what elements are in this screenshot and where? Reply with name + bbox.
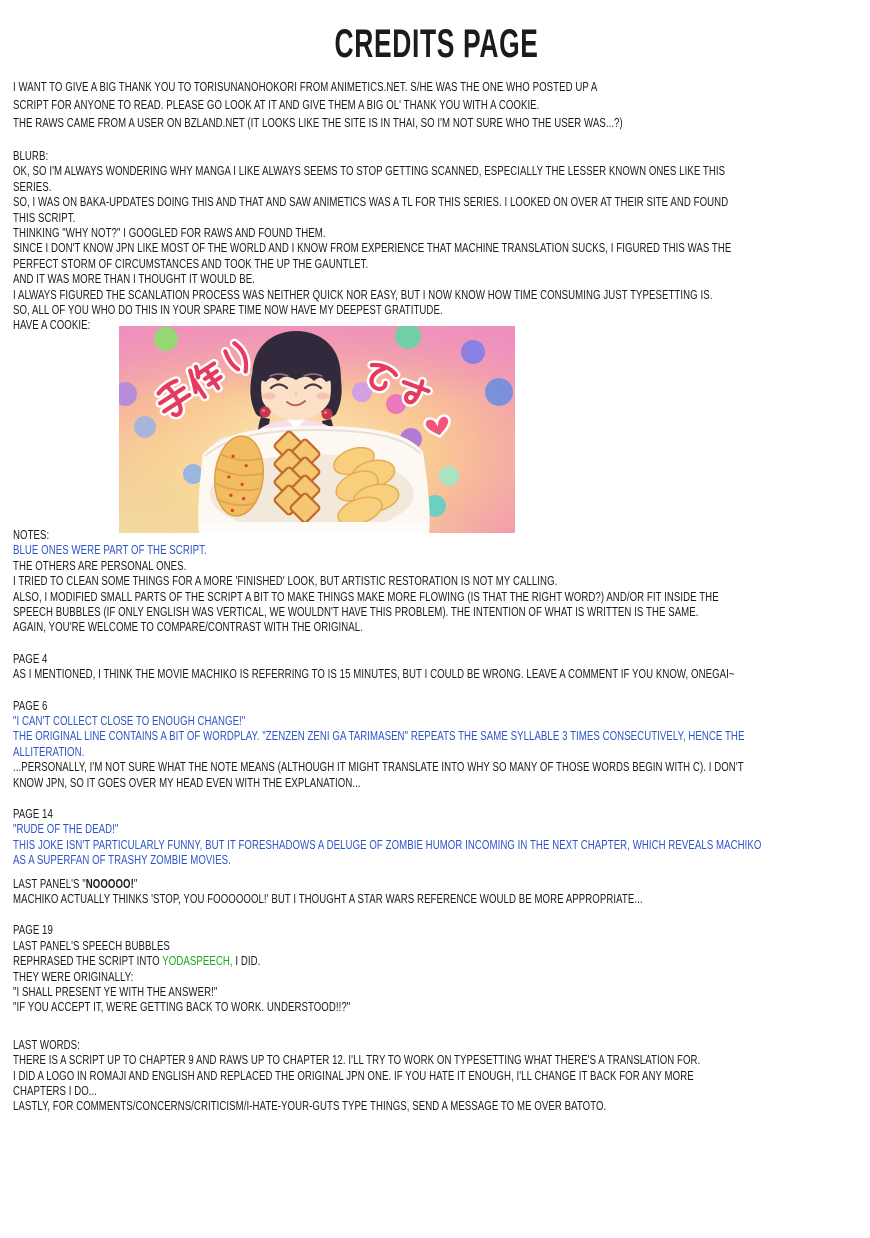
text-line	[13, 744, 640, 759]
section-lastpanel	[13, 876, 860, 907]
text-run: BLURB:	[13, 148, 49, 163]
cookie-image	[119, 326, 515, 533]
text-line	[13, 806, 640, 821]
text-run: MACHIKO ACTUALLY THINKS 'STOP, YOU FOOOOOOL!' BUT I THOUGHT A STAR WARS REFERENCE WOULD BE MORE APPROPRIATE...	[13, 891, 643, 906]
text-run: ...PERSONALLY, I'M NOT SURE WHAT THE NOTE MEANS (ALTHOUGH IT MIGHT TRANSLATE INTO WHY SO MANY OF THOSE WORDS BEGIN WITH C). I DON'T	[13, 759, 744, 775]
section-blurb	[13, 148, 860, 333]
section-page19	[13, 922, 860, 1014]
text-line	[13, 194, 729, 210]
text-run: I WANT TO GIVE A BIG THANK YOU TO TORISUNANOHOKORI FROM ANIMETICS.NET. S/HE WAS THE ONE WHO POSTED UP A	[13, 79, 598, 94]
text-run: NOTES:	[13, 526, 50, 542]
text-run: PAGE 4	[13, 650, 48, 666]
section-notes	[13, 527, 860, 635]
text-run: OK, SO I'M ALWAYS WONDERING WHY MANGA I LIKE ALWAYS SEEMS TO STOP GETTING SCANNED, ESPECIALLY THE LESSER KNOWN ONES LIKE THIS	[13, 163, 726, 179]
text-line	[13, 836, 762, 852]
text-line	[13, 619, 640, 634]
text-run: LAST WORDS:	[13, 1036, 80, 1052]
text-run: "IF YOU ACCEPT IT, WE'RE GETTING BACK TO WORK. UNDERSTOOD!!?"	[13, 999, 351, 1015]
text-line	[13, 1037, 640, 1052]
text-line	[13, 302, 640, 317]
text-run: "I CAN'T COLLECT CLOSE TO ENOUGH CHANGE!"	[13, 712, 246, 728]
text-run: SERIES.	[13, 178, 52, 194]
text-line	[13, 225, 640, 240]
text-line	[13, 891, 643, 906]
text-run: THE ORIGINAL LINE CONTAINS A BIT OF WORDPLAY. "ZENZEN ZENI GA TARIMASEN" REPEATS THE SAME SYLLABLE 3 TIMES CONSECUTIVELY, HENCE THE	[13, 728, 745, 744]
text-run: THE RAWS CAME FROM A USER ON BZLAND.NET (IT LOOKS LIKE THE SITE IS IN THAI, SO I'M NOT SURE WHO THE USER WAS...?)	[13, 115, 623, 130]
text-run: YODASPEECH,	[162, 953, 233, 969]
text-run: REPHRASED THE SCRIPT INTO	[13, 953, 163, 969]
text-line	[13, 969, 640, 984]
text-run: ALLITERATION.	[13, 743, 85, 759]
text-line	[13, 179, 640, 194]
text-run: SPEECH BUBBLES (IF ONLY ENGLISH WAS VERTICAL, WE WOULDN'T HAVE THIS PROBLEM). THE INTENTION OF WHAT IS WRITTEN IS THE SAME.	[13, 603, 699, 619]
text-run: THEY WERE ORIGINALLY:	[13, 968, 134, 984]
credits-body-top	[13, 78, 860, 333]
text-line	[13, 271, 640, 286]
credits-body-bottom	[13, 527, 860, 1114]
text-run: "	[133, 875, 138, 891]
text-run: THERE IS A SCRIPT UP TO CHAPTER 9 AND RAWS UP TO CHAPTER 12. I'LL TRY TO WORK ON TYPESETTING WHAT THERE'S A TRANSLATION FOR.	[13, 1052, 701, 1068]
text-run: THIS SCRIPT.	[13, 209, 76, 225]
text-line	[13, 588, 719, 604]
text-run: NOOOOO!	[85, 875, 134, 891]
text-line	[13, 542, 640, 557]
text-run: PAGE 6	[13, 697, 48, 713]
text-line	[13, 775, 640, 790]
text-run: I DID.	[232, 953, 261, 969]
text-line	[13, 558, 640, 573]
text-run: AND IT WAS MORE THAN I THOUGHT IT WOULD BE.	[13, 271, 255, 287]
text-line	[13, 728, 745, 744]
text-run: PERFECT STORM OF CIRCUMSTANCES AND TOOK THE UP THE GAUNTLET.	[13, 255, 369, 271]
text-line	[13, 286, 713, 302]
text-line	[13, 953, 640, 968]
text-line	[13, 852, 640, 867]
text-run: LAST PANEL'S "	[13, 875, 86, 891]
section-intro	[13, 78, 860, 132]
text-line	[13, 148, 640, 163]
text-line	[13, 78, 640, 96]
text-line	[13, 984, 640, 999]
text-line	[13, 938, 640, 953]
section-page6	[13, 698, 860, 790]
text-run: THE OTHERS ARE PERSONAL ONES.	[13, 557, 187, 573]
text-run: AS I MENTIONED, I THINK THE MOVIE MACHIKO IS REFERRING TO IS 15 MINUTES, BUT I COULD BE WRONG. LEAVE A COMMENT IF YOU KNOW, ONEGAI~	[13, 666, 735, 682]
page-title: CREDITS PAGE	[334, 22, 539, 66]
text-line	[13, 1083, 640, 1098]
text-line	[13, 210, 640, 225]
text-line	[13, 1052, 701, 1068]
text-run: SO, ALL OF YOU WHO DO THIS IN YOUR SPARE TIME NOW HAVE MY DEEPEST GRATITUDE.	[13, 302, 443, 318]
text-line	[13, 114, 640, 132]
text-run: LAST PANEL'S SPEECH BUBBLES	[13, 937, 170, 953]
text-run: I DID A LOGO IN ROMAJI AND ENGLISH AND REPLACED THE ORIGINAL JPN ONE. IF YOU HATE IT ENOUGH, I'LL CHANGE IT BACK FOR ANY MORE	[13, 1067, 694, 1083]
text-line	[13, 240, 732, 256]
text-run: THINKING "WHY NOT?" I GOOGLED FOR RAWS AND FOUND THEM.	[13, 225, 326, 241]
text-run: SCRIPT FOR ANYONE TO READ. PLEASE GO LOOK AT IT AND GIVE THEM A BIG OL' THANK YOU WITH A COOKIE.	[13, 97, 540, 112]
text-run: "RUDE OF THE DEAD!"	[13, 821, 119, 837]
section-page4	[13, 651, 860, 682]
text-line	[13, 651, 640, 666]
text-line	[13, 163, 726, 179]
text-run: ALSO, I MODIFIED SMALL PARTS OF THE SCRIPT A BIT TO MAKE THINGS MAKE MORE FLOWING (IS THAT THE RIGHT WORD?) AND/OR FIT INSIDE THE	[13, 588, 719, 604]
text-line	[13, 666, 735, 682]
text-line	[13, 256, 640, 271]
cookie-tray	[198, 426, 429, 533]
text-run: "I SHALL PRESENT YE WITH THE ANSWER!"	[13, 984, 218, 1000]
section-page14	[13, 806, 860, 868]
text-run: KNOW JPN, SO IT GOES OVER MY HEAD EVEN WITH THE EXPLANATION...	[13, 774, 361, 790]
section-lastwords	[13, 1037, 860, 1114]
text-line	[13, 603, 699, 619]
text-run: I TRIED TO CLEAN SOME THINGS FOR A MORE 'FINISHED' LOOK, BUT ARTISTIC RESTORATION IS NOT MY CALLING.	[13, 573, 558, 589]
text-run: THIS JOKE ISN'T PARTICULARLY FUNNY, BUT IT FORESHADOWS A DELUGE OF ZOMBIE HUMOR INCOMING IN THE NEXT CHAPTER, WHICH REVEALS MACHIKO	[13, 836, 762, 852]
text-line	[13, 527, 640, 542]
text-line	[13, 698, 640, 713]
text-line	[13, 1067, 694, 1083]
text-run: PAGE 19	[13, 922, 53, 938]
text-line	[13, 96, 640, 114]
text-run: AS A SUPERFAN OF TRASHY ZOMBIE MOVIES.	[13, 852, 231, 868]
text-line	[13, 876, 640, 891]
text-run: HAVE A COOKIE:	[13, 317, 91, 333]
text-run: PAGE 14	[13, 805, 53, 821]
text-run: AGAIN, YOU'RE WELCOME TO COMPARE/CONTRAST WITH THE ORIGINAL.	[13, 619, 363, 635]
text-run: BLUE ONES WERE PART OF THE SCRIPT.	[13, 542, 207, 558]
text-run: LASTLY, FOR COMMENTS/CONCERNS/CRITICISM/I-HATE-YOUR-GUTS TYPE THINGS, SEND A MESSAGE TO ME OVER BATOTO.	[13, 1098, 607, 1114]
text-run: CHAPTERS I DO...	[13, 1083, 98, 1099]
text-line	[13, 922, 640, 937]
text-run: SO, I WAS ON BAKA-UPDATES DOING THIS AND THAT AND SAW ANIMETICS WAS A TL FOR THIS SERIES. I LOOKED ON OVER AT THEIR SITE AND FOUND	[13, 194, 729, 210]
text-line	[13, 713, 640, 728]
text-line	[13, 999, 640, 1014]
text-line	[13, 759, 744, 775]
text-line	[13, 821, 640, 836]
text-run: I ALWAYS FIGURED THE SCANLATION PROCESS WAS NEITHER QUICK NOR EASY, BUT I NOW KNOW HOW TIME CONSUMING JUST TYPESETTING IS.	[13, 286, 713, 302]
text-line	[13, 573, 640, 588]
text-line	[13, 1098, 640, 1113]
text-run: SINCE I DON'T KNOW JPN LIKE MOST OF THE WORLD AND I KNOW FROM EXPERIENCE THAT MACHINE TRANSLATION SUCKS, I FIGURED THIS WAS THE	[13, 240, 732, 256]
page-title-wrap	[13, 22, 860, 66]
